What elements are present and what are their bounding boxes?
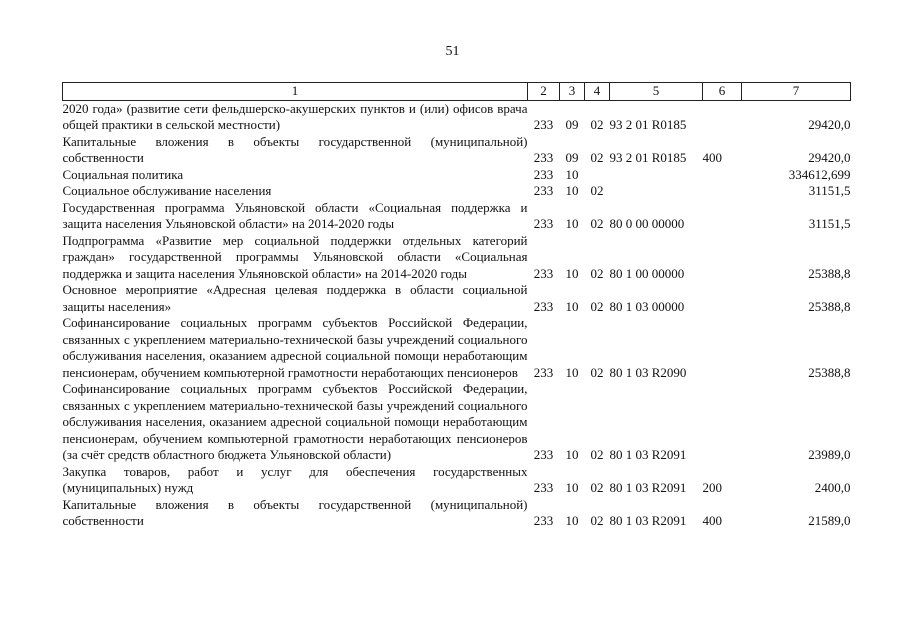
row-target-article: 80 1 03 R2090 [609, 364, 687, 380]
row-target-article [610, 167, 703, 184]
row-amount: 31151,5 [808, 183, 851, 198]
row-subsection: 02 [590, 183, 604, 198]
row-expense-type: 400 [702, 513, 722, 528]
row-section: 10 [565, 216, 579, 231]
row-description: Подпрограмма «Развитие мер социальной поддержки отдельных категорий граждан» государственной программы Ульяновской области «Социальная поддержка и защита населения Ульяновской области» на 2014-2020 годы [62, 232, 528, 281]
row-section: 10 [565, 265, 579, 281]
row-description: Основное мероприятие «Адресная целевая поддержка в области социальной защиты населения» [62, 282, 528, 314]
row-section: 10 [565, 513, 579, 528]
row-subsection: 02 [590, 216, 604, 231]
row-admin-code: 233 [533, 513, 554, 528]
row-admin-code: 233 [533, 298, 554, 314]
row-description: Социальное обслуживание населения [62, 183, 272, 198]
table-row [63, 233, 851, 283]
row-target-article: 93 2 01 R0185 [609, 150, 687, 165]
row-amount: 29420,0 [808, 117, 851, 132]
row-subsection: 02 [590, 447, 604, 462]
col-header-3: 3 [560, 83, 585, 101]
row-target-article [610, 183, 703, 200]
col-header-5: 5 [610, 83, 703, 101]
col-header-2: 2 [528, 83, 560, 101]
row-subsection: 02 [590, 117, 604, 132]
row-subsection: 02 [590, 513, 604, 528]
row-description: Закупка товаров, работ и услуг для обеспечения государственных (муниципальных) нужд [62, 463, 528, 495]
row-expense-type [703, 233, 742, 283]
table-row [63, 134, 851, 167]
row-description: Капитальные вложения в объекты государственной (муниципальной) собственности [62, 133, 528, 165]
row-section: 10 [565, 166, 579, 182]
row-subsection: 02 [590, 480, 604, 495]
row-target-article: 80 1 03 R2091 [609, 447, 687, 462]
row-expense-type [703, 315, 742, 381]
col-header-6: 6 [703, 83, 742, 101]
row-admin-code: 233 [533, 480, 554, 495]
row-section: 09 [565, 150, 579, 165]
row-admin-code: 233 [533, 183, 554, 198]
row-amount: 29420,0 [808, 150, 851, 165]
row-target-article: 80 1 00 00000 [609, 265, 685, 281]
row-section: 10 [565, 480, 579, 495]
table-row [63, 100, 851, 134]
row-target-article: 80 1 03 R2091 [609, 480, 687, 495]
row-amount: 25388,8 [808, 364, 851, 380]
row-admin-code: 233 [533, 150, 554, 165]
row-expense-type [703, 200, 742, 233]
row-amount: 2400,0 [814, 480, 851, 495]
row-expense-type [703, 381, 742, 464]
table-row [63, 183, 851, 200]
col-header-7: 7 [742, 83, 851, 101]
row-expense-type [703, 100, 742, 134]
row-expense-type [703, 167, 742, 184]
row-section: 10 [565, 364, 579, 380]
table-row [63, 167, 851, 184]
row-target-article: 80 1 03 00000 [609, 298, 685, 314]
table-row [63, 315, 851, 381]
row-target-article: 80 1 03 R2091 [609, 513, 687, 528]
row-target-article: 80 0 00 00000 [609, 216, 685, 231]
row-description: Социальная политика [62, 166, 184, 182]
row-expense-type: 400 [702, 150, 722, 165]
row-expense-type: 200 [702, 480, 722, 495]
row-subsection: 02 [590, 150, 604, 165]
row-subsection: 02 [590, 298, 604, 314]
row-admin-code: 233 [533, 166, 554, 182]
row-subsection [585, 167, 610, 184]
row-admin-code: 233 [533, 117, 554, 132]
row-description: Государственная программа Ульяновской области «Социальная поддержка и защита населения Ульяновской области» на 2014-2020 годы [62, 199, 528, 231]
col-header-4: 4 [585, 83, 610, 101]
row-admin-code: 233 [533, 265, 554, 281]
row-amount: 334612,699 [788, 166, 851, 182]
row-amount: 21589,0 [808, 513, 851, 528]
table-row [63, 497, 851, 530]
row-section: 09 [565, 117, 579, 132]
row-description: Софинансирование социальных программ субъектов Российской Федерации, связанных с укреплением материально-технической базы учреждений социального обслуживания населения, оказанием адресной социальной помощи неработающим пенсионерам, обучением компьютерной грамотности неработающих пенсионеров (за счёт средств областного бюджета Ульяновской области) [62, 381, 528, 462]
table-row [63, 464, 851, 497]
row-amount: 25388,8 [808, 298, 851, 314]
row-subsection: 02 [590, 364, 604, 380]
col-header-1: 1 [63, 83, 528, 101]
row-amount: 23989,0 [808, 447, 851, 462]
table-row [63, 282, 851, 315]
table-row [63, 381, 851, 464]
row-description: Софинансирование социальных программ субъектов Российской Федерации, связанных с укреплением материально-технической базы учреждений социального обслуживания населения, оказанием адресной социальной помощи неработающим пенсионерам, обучением компьютерной грамотности неработающих пенсионеров [62, 315, 528, 380]
row-admin-code: 233 [533, 447, 554, 462]
page-number: 51 [445, 44, 460, 59]
row-description: Капитальные вложения в объекты государственной (муниципальной) собственности [62, 496, 528, 528]
row-admin-code: 233 [533, 216, 554, 231]
row-amount: 25388,8 [808, 265, 851, 281]
row-target-article: 93 2 01 R0185 [609, 117, 687, 132]
row-section: 10 [565, 298, 579, 314]
row-section: 10 [565, 183, 579, 198]
row-expense-type [703, 183, 742, 200]
row-admin-code: 233 [533, 364, 554, 380]
row-section: 10 [565, 447, 579, 462]
header-row [63, 83, 851, 101]
row-description: 2020 года» (развитие сети фельдшерско-акушерских пунктов и (или) офисов врача общей практики в сельской местности) [62, 100, 528, 132]
budget-table [62, 82, 851, 530]
row-subsection: 02 [590, 265, 604, 281]
table-row [63, 200, 851, 233]
row-amount: 31151,5 [808, 216, 851, 231]
row-expense-type [703, 282, 742, 315]
